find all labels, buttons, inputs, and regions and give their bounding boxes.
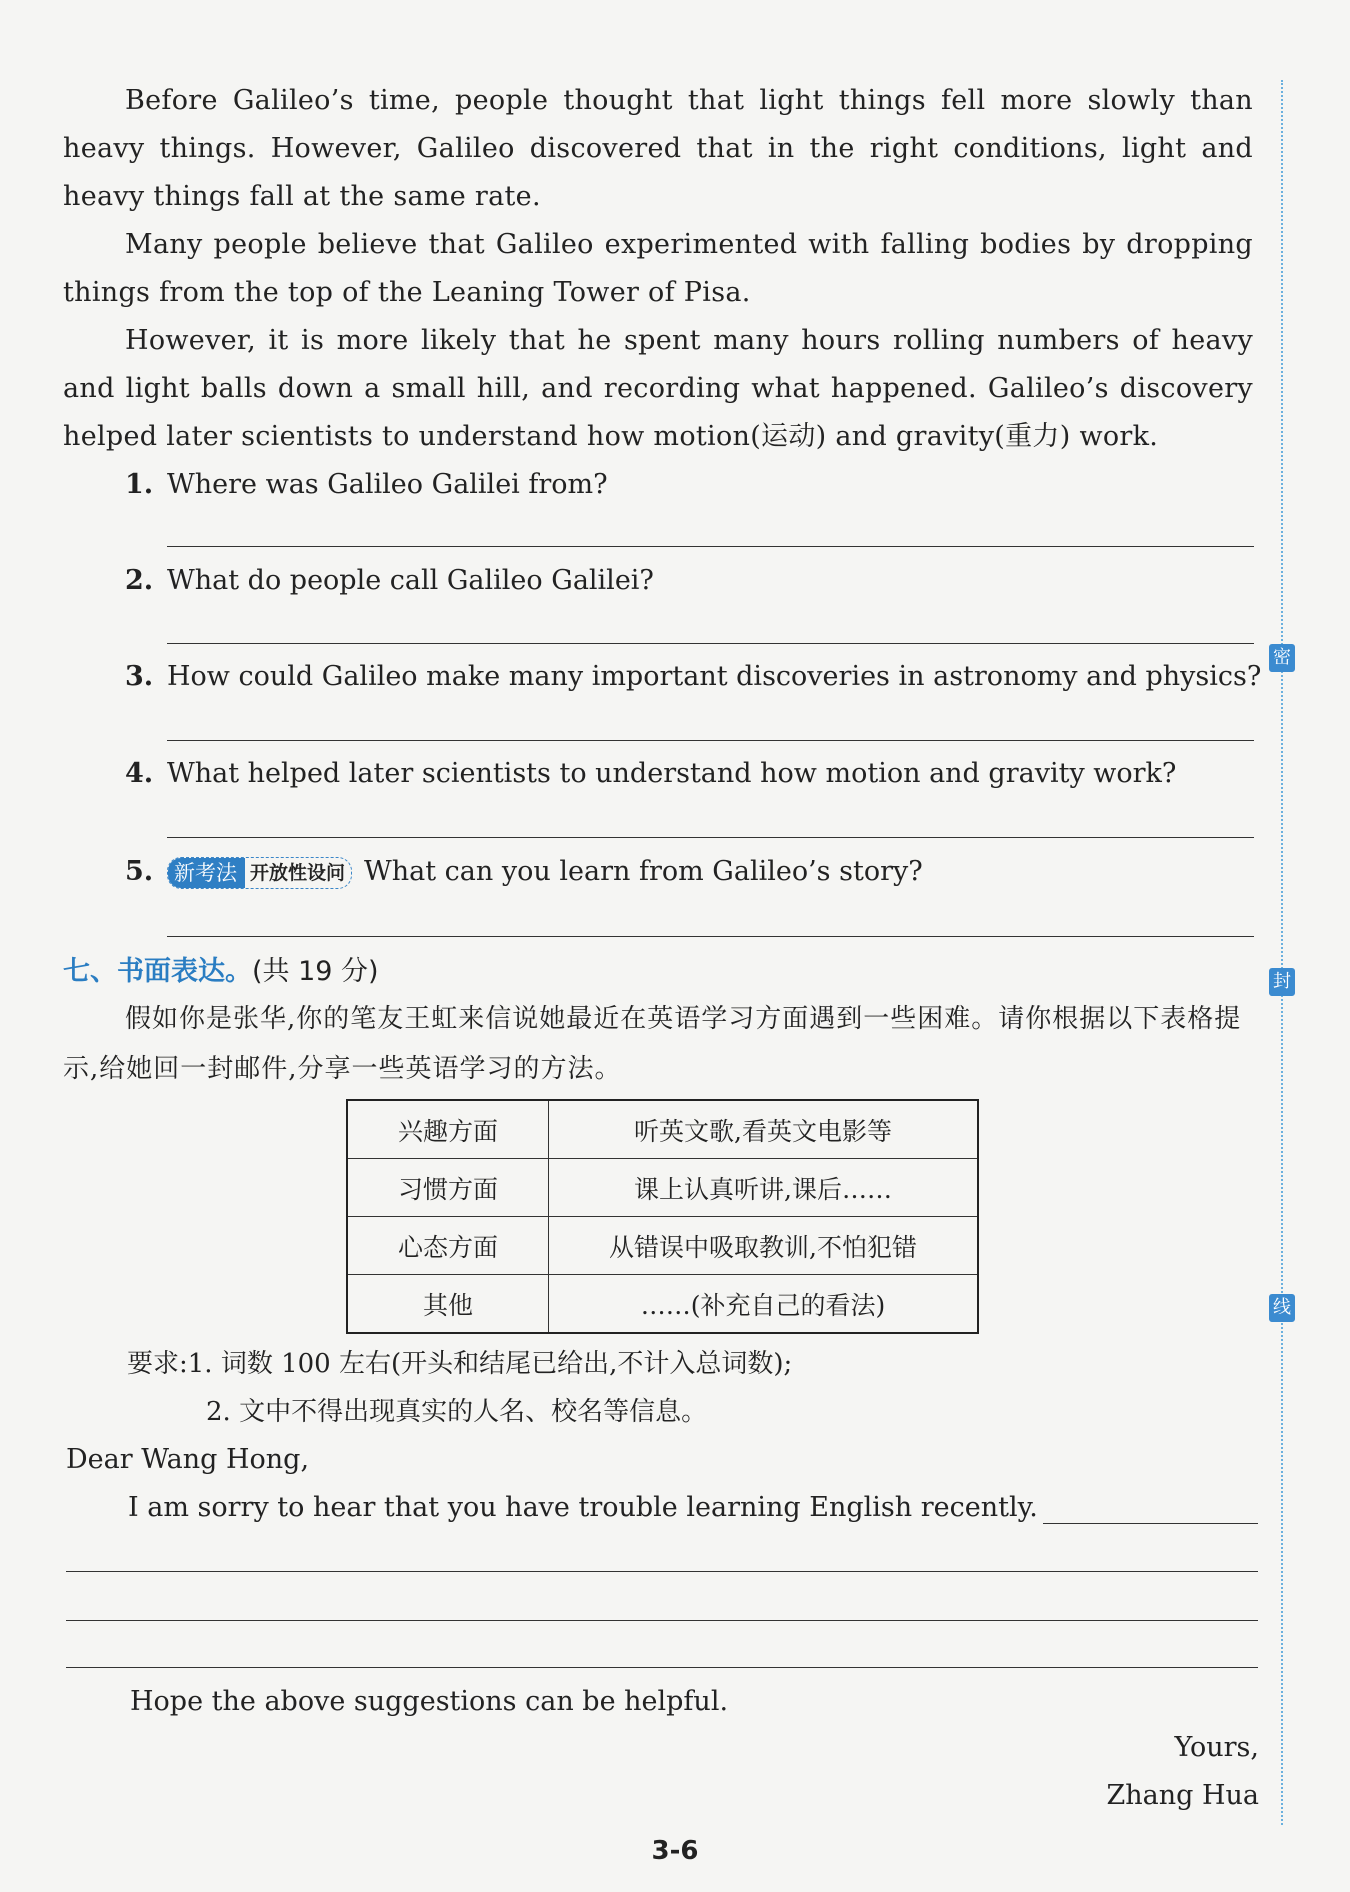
question-5	[125, 852, 923, 892]
question-text: Where was Galileo Galilei from?	[167, 469, 608, 500]
aspect-cell: 其他	[347, 1275, 549, 1334]
answer-line-3[interactable]	[167, 740, 1254, 741]
badge-type: 开放性设问	[250, 861, 346, 884]
table-row	[347, 1275, 978, 1334]
question-4	[125, 754, 1176, 794]
section-heading: 七、书面表达。	[63, 956, 252, 987]
answer-line-4[interactable]	[167, 837, 1254, 838]
writing-line-0[interactable]	[1043, 1523, 1258, 1524]
letter-closing: Hope the above suggestions can be helpful.	[130, 1686, 729, 1717]
section-seven-title	[63, 950, 379, 994]
requirement-2: 2. 文中不得出现真实的人名、校名等信息。	[206, 1397, 708, 1427]
margin-tag-close: 封	[1269, 968, 1295, 996]
answer-line-2[interactable]	[167, 643, 1254, 644]
question-number: 4.	[125, 758, 154, 789]
letter-salutation: Dear Wang Hong,	[66, 1444, 310, 1475]
passage-paragraph-1: Before Galileo’s time, people thought that light things fell more slowly than heavy things. However, Galileo discovered that in the right conditions, light and heavy things fall at the same rate.	[63, 85, 1253, 212]
question-text: How could Galileo make many important discoveries in astronomy and physics?	[167, 661, 1262, 692]
question-number: 3.	[125, 661, 154, 692]
question-number: 5.	[125, 856, 154, 887]
writing-line-1[interactable]	[66, 1571, 1258, 1572]
question-text: What can you learn from Galileo’s story?	[364, 856, 923, 887]
question-text: What helped later scientists to understand how motion and gravity work?	[167, 758, 1177, 789]
binding-cut-line	[1281, 80, 1283, 1825]
answer-line-5[interactable]	[167, 936, 1254, 937]
margin-tag-seal: 密	[1269, 644, 1295, 672]
requirements-label: 要求:	[127, 1349, 188, 1379]
question-number: 2.	[125, 565, 154, 596]
passage-paragraph-3: However, it is more likely that he spent many hours rolling numbers of heavy and light balls down a small hill, and recording what happened. Galileo’s discovery helped later scientists to understand how motion(运动) and gravity(重力) work.	[63, 325, 1253, 452]
tip-cell: 课上认真听讲,课后……	[549, 1159, 979, 1217]
table-row	[347, 1159, 978, 1217]
writing-line-2[interactable]	[66, 1620, 1258, 1621]
table-row	[347, 1217, 978, 1275]
page-number: 3-6	[651, 1836, 699, 1866]
tips-table	[346, 1099, 979, 1334]
question-number: 1.	[125, 469, 154, 500]
writing-line-3[interactable]	[66, 1667, 1258, 1668]
letter-signoff: Yours,	[1174, 1732, 1259, 1763]
margin-tag-line: 线	[1269, 1294, 1295, 1322]
new-exam-method-badge	[167, 857, 352, 889]
aspect-cell: 心态方面	[347, 1217, 549, 1275]
tip-cell: 从错误中吸取教训,不怕犯错	[549, 1217, 979, 1275]
question-2	[125, 561, 654, 601]
tip-cell: ……(补充自己的看法)	[549, 1275, 979, 1334]
question-1	[125, 465, 608, 505]
requirement-1	[127, 1342, 792, 1386]
letter-opening: I am sorry to hear that you have trouble learning English recently.	[128, 1492, 1038, 1523]
passage-paragraph-2: Many people believe that Galileo experimented with falling bodies by dropping things from the top of the Leaning Tower of Pisa.	[63, 229, 1253, 308]
table-row	[347, 1100, 978, 1159]
writing-instructions: 假如你是张华,你的笔友王虹来信说她最近在英语学习方面遇到一些困难。请你根据以下表格提示,给她回一封邮件,分享一些英语学习的方法。	[63, 1004, 1242, 1084]
badge-label: 新考法	[168, 858, 245, 888]
question-text: What do people call Galileo Galilei?	[167, 565, 654, 596]
section-score: (共 19 分)	[252, 956, 379, 987]
answer-line-1[interactable]	[167, 546, 1254, 547]
question-3	[125, 657, 1261, 697]
aspect-cell: 习惯方面	[347, 1159, 549, 1217]
aspect-cell: 兴趣方面	[347, 1100, 549, 1159]
requirement-text: 1. 词数 100 左右(开头和结尾已给出,不计入总词数);	[187, 1349, 793, 1379]
tip-cell: 听英文歌,看英文电影等	[549, 1100, 979, 1159]
letter-signature: Zhang Hua	[1106, 1780, 1259, 1811]
